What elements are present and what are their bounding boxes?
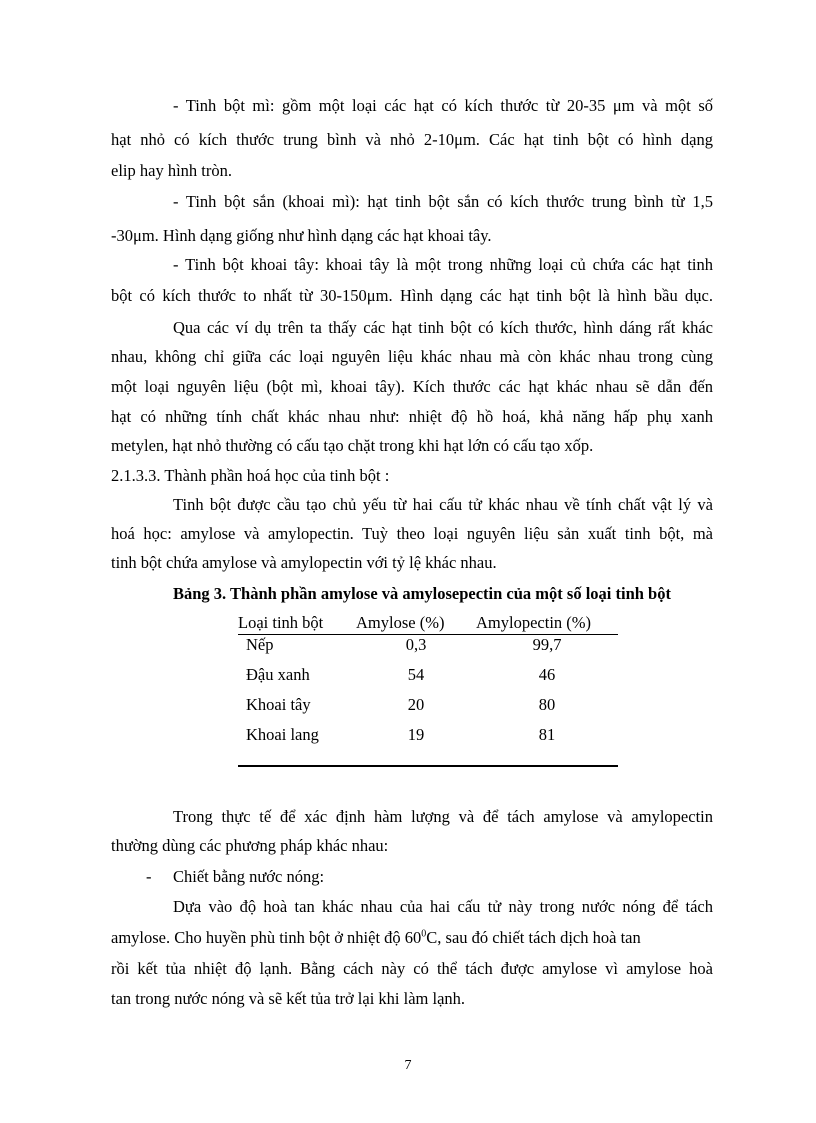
text-line: tinh bột chứa amylose và amylopectin với tỷ lệ khác nhau. bbox=[111, 553, 497, 572]
text-line: Trong thực tế để xác định hàm lượng và để tách amylose và amylopectin bbox=[173, 807, 713, 826]
text-line: metylen, hạt nhỏ thường có cấu tạo chặt trong khi hạt lớn có cấu tạo xốp. bbox=[111, 436, 594, 455]
text-line: Dựa vào độ hoà tan khác nhau của hai cấu tử này trong nước nóng để tách bbox=[173, 897, 713, 916]
table-cell: Đậu xanh bbox=[246, 665, 310, 684]
table-header-cell: Amylopectin (%) bbox=[476, 612, 618, 635]
table-cell: 20 bbox=[407, 695, 425, 714]
text-line: -30μm. Hình dạng giống như hình dạng các hạt khoai tây. bbox=[111, 226, 492, 245]
table-row bbox=[238, 695, 618, 725]
amylose-table bbox=[238, 612, 618, 767]
table-row bbox=[238, 665, 618, 695]
table-cell: 0,3 bbox=[405, 635, 427, 654]
table-cell: 46 bbox=[538, 665, 556, 684]
superscript: 0 bbox=[421, 928, 427, 940]
table-cell: Nếp bbox=[246, 635, 274, 654]
table-caption: Bảng 3. Thành phần amylose và amylosepectin của một số loại tinh bột bbox=[173, 584, 671, 603]
text-line: hoá học: amylose và amylopectin. Tuỳ theo loại nguyên liệu sản xuất tinh bột, mà bbox=[111, 524, 713, 543]
text-line: hạt có những tính chất khác nhau như: nhiệt độ hồ hoá, khả năng hấp phụ xanh bbox=[111, 407, 713, 426]
text-line: rồi kết tủa nhiệt độ lạnh. Bằng cách này có thể tách được amylose vì amylose hoà bbox=[111, 959, 713, 978]
text-line: Tinh bột được cầu tạo chủ yếu từ hai cấu tử khác nhau về tính chất vật lý và bbox=[173, 495, 713, 514]
text-line: nhau, không chỉ giữa các loại nguyên liệu khác nhau mà còn khác nhau trong cùng bbox=[111, 347, 713, 366]
text-line: tan trong nước nóng và sẽ kết tủa trở lại khi làm lạnh. bbox=[111, 989, 466, 1008]
table-header-cell: Loại tinh bột bbox=[238, 612, 356, 635]
table-cell: Khoai lang bbox=[246, 725, 319, 744]
page-number: 7 bbox=[404, 1058, 412, 1073]
table-row bbox=[238, 635, 618, 666]
text-line: hạt nhỏ có kích thước trung bình và nhỏ 2-10μm. Các hạt tinh bột có hình dạng bbox=[111, 130, 713, 149]
table-cell: 99,7 bbox=[532, 635, 562, 654]
bullet-dash: - bbox=[146, 867, 152, 886]
text-line bbox=[111, 928, 713, 948]
table-cell: 54 bbox=[407, 665, 425, 684]
table-row bbox=[238, 725, 618, 765]
table-cell: 80 bbox=[538, 695, 556, 714]
text-line: - Tinh bột mì: gồm một loại các hạt có kích thước từ 20-35 μm và một số bbox=[173, 96, 713, 115]
section-heading: 2.1.3.3. Thành phần hoá học của tinh bột : bbox=[111, 466, 390, 485]
table-cell: 81 bbox=[538, 725, 556, 744]
text-line-part: amylose. Cho huyền phù tinh bột ở nhiệt độ $60^0C$, sau đó chiết tách dịch hoà tan bbox=[111, 928, 641, 947]
text-line: - Tinh bột sắn (khoai mì): hạt tinh bột sắn có kích thước trung bình từ 1,5 bbox=[173, 192, 713, 211]
table-cell: Khoai tây bbox=[246, 695, 311, 714]
text-line: một loại nguyên liệu (bột mì, khoai tây). Kích thước các hạt khác nhau sẽ dẫn đến bbox=[111, 377, 713, 396]
table-header-cell: Amylose (%) bbox=[356, 612, 476, 635]
table-header-row bbox=[238, 612, 618, 635]
text-line: bột có kích thước to nhất từ 30-150μm. Hình dạng các hạt tinh bột là hình bầu dục. bbox=[111, 286, 713, 305]
text-line: - Tinh bột khoai tây: khoai tây là một trong những loại củ chứa các hạt tinh bbox=[173, 255, 713, 274]
table-cell: 19 bbox=[407, 725, 425, 744]
text-line: elip hay hình tròn. bbox=[111, 161, 232, 180]
text-line: thường dùng các phương pháp khác nhau: bbox=[111, 836, 389, 855]
table-bottom-rule bbox=[238, 765, 618, 766]
text-line: Qua các ví dụ trên ta thấy các hạt tinh bột có kích thước, hình dáng rất khác bbox=[173, 318, 713, 337]
bullet-text: Chiết bằng nước nóng: bbox=[173, 867, 325, 886]
